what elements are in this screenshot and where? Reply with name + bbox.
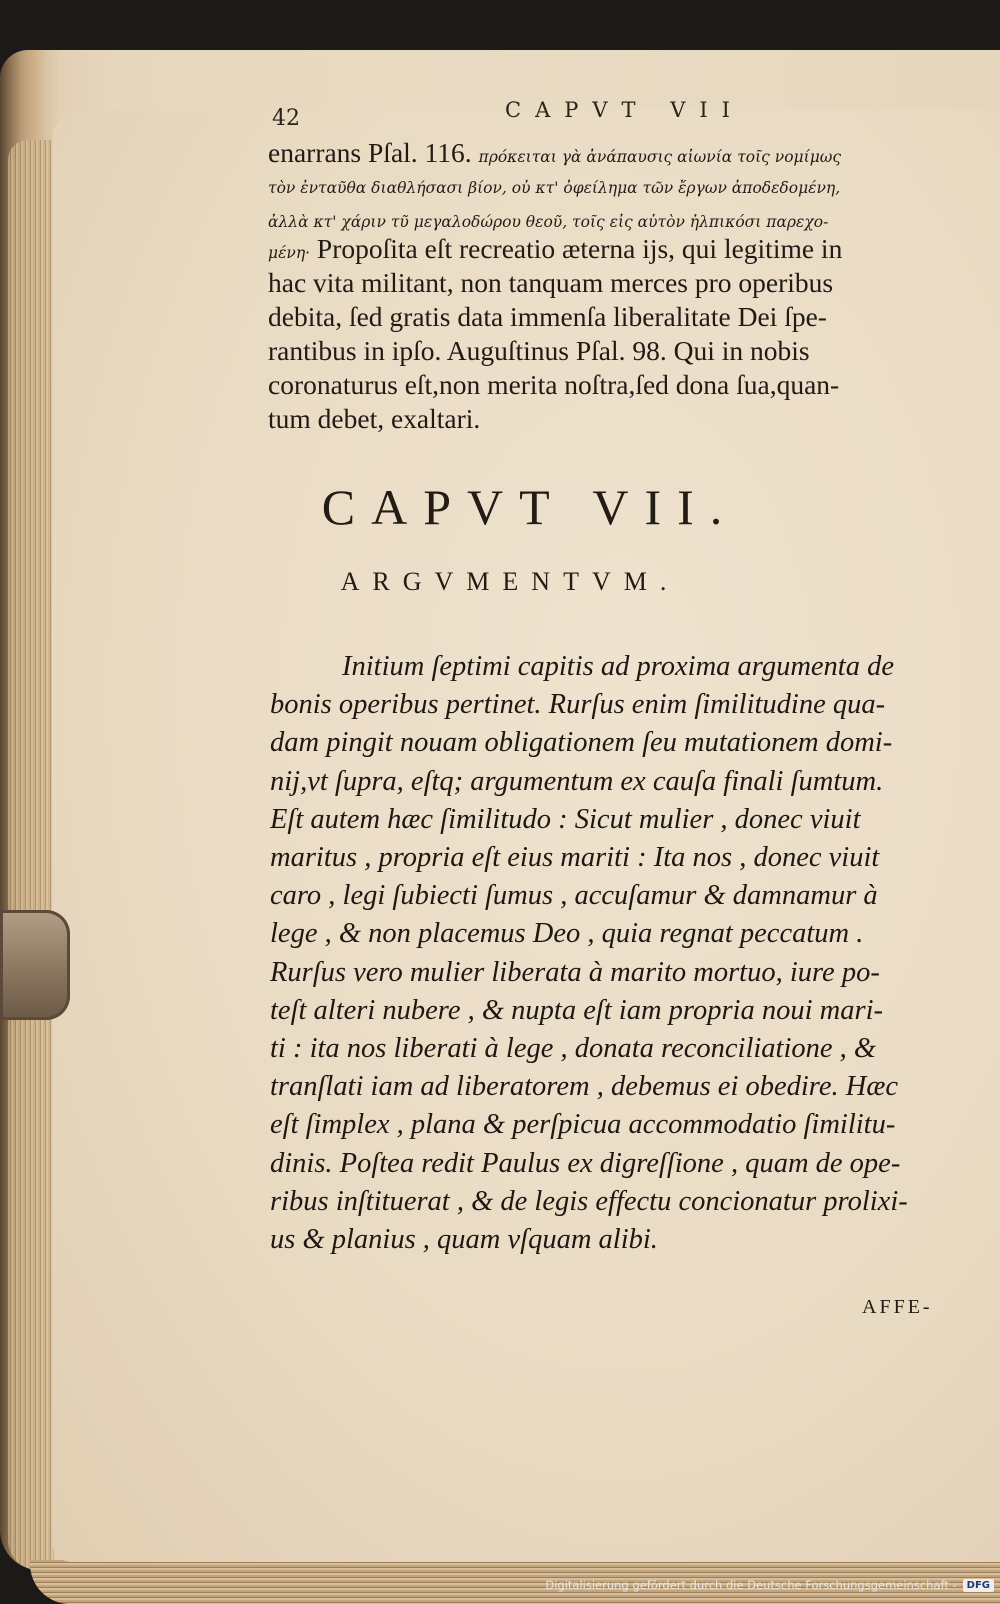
text-line-4-roman: Propoſita eſt recreatio æterna ijs, qui legitime in <box>316 233 843 264</box>
text-line-7: rantibus in ipſo. Auguſtinus Pſal. 98. Qui in nobis <box>268 335 810 366</box>
argument-line: Eſt autem hæc ſimilitudo : Sicut mulier , donec viuit <box>270 803 861 835</box>
argument-line: Initium ſeptimi capitis ad proxima argumenta de <box>342 651 894 682</box>
argument-heading: ARGVMENTVM. <box>340 567 680 596</box>
argument-line: caro , legi ſubiecti ſumus , accuſamur & damnamur à <box>270 880 878 912</box>
text-line-1-greek: πρόκειται γὰ ἀνάπαυσις αἰωνία τοῖς νομίμως <box>478 148 842 166</box>
argument-line: eſt ſimplex , plana & perſpicua accommodatio ſimilitu- <box>270 1109 896 1141</box>
dfg-logo-icon: DFG <box>963 1579 994 1592</box>
page-number: 42 <box>272 106 300 131</box>
text-line-1 <box>268 136 948 175</box>
argument-line: lege , & non placemus Deo , quia regnat peccatum . <box>270 918 864 950</box>
argument-line: nij,vt ſupra, eſtq; argumentum ex cauſa finali ſumtum. <box>270 765 884 797</box>
greek-line-3: ἀλλὰ κτ' χάριν τῦ μεγαλοδώρου θεοῦ, τοῖς εἰς αὐτὸν ἠλπικόσι παρεχο- <box>268 213 829 231</box>
text-line-9: tum debet, exaltari. <box>268 403 481 434</box>
argument-line: tranſlati iam ad liberatorem , debemus ei obedire. Hæc <box>270 1071 898 1103</box>
text-line-1-roman: enarrans Pſal. 116. <box>268 137 472 168</box>
argument-line: ti : ita nos liberati à lege , donata reconciliatione , & <box>270 1033 877 1065</box>
argument-line: dinis. Poſtea redit Paulus ex digreſſione , quam de ope- <box>270 1147 901 1179</box>
argument-line: bonis operibus pertinet. Rurſus enim ſimilitudine qua- <box>270 689 886 721</box>
argument-line: teſt alteri nubere , & nupta eſt iam propria noui mari- <box>270 994 883 1026</box>
argument-line: ribus inſtituerat , & de legis effectu concionatur prolixi- <box>270 1185 908 1217</box>
running-head: CAPVT VII <box>505 98 744 122</box>
text-line-4 <box>268 232 948 271</box>
argument-line: Rurſus vero mulier liberata à marito mortuo, iure po- <box>270 956 880 988</box>
argument-line: maritus , propria eſt eius mariti : Ita nos , donec viuit <box>270 842 880 874</box>
catchword: AFFE- <box>862 1296 933 1318</box>
digitization-footer <box>545 1574 994 1596</box>
book-clasp <box>0 910 70 1020</box>
text-line-5: hac vita militant, non tanquam merces pro operibus <box>268 267 834 298</box>
text-line-8: coronaturus eſt,non merita noſtra,ſed dona ſua,quan- <box>268 369 840 400</box>
argument-paragraph <box>270 648 960 1259</box>
text-line-4-greek: μένη· <box>268 244 311 262</box>
footer-credit: Digitalisierung gefördert durch die Deutsche Forschungsgemeinschaft - <box>545 1578 957 1592</box>
chapter-title: CAPVT VII. <box>321 479 739 535</box>
text-line-6: debita, ſed gratis data immenſa liberalitate Dei ſpe- <box>268 301 827 332</box>
argument-line: dam pingit nouam obligationem ſeu mutationem domi- <box>270 727 893 759</box>
greek-line-2: τὸν ἐνταῦθα διαθλήσασι βίον, οὐ κτ' ὀφείλημα τῶν ἔργων ἀποδεδομένη, <box>268 179 841 197</box>
page-edges-left <box>8 140 54 1570</box>
argument-line: us & planius , quam vſquam alibi. <box>270 1224 658 1256</box>
